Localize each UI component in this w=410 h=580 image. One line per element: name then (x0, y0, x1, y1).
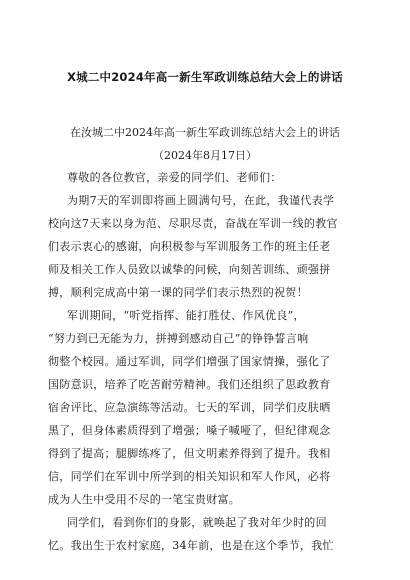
paragraph-line: 校向这7天来以身为范、尽职尽责，奋战在军训一线的教官 (48, 217, 338, 230)
paragraph-line: 黑了，但身体素质得到了增强；嗓子喊哑了，但纪律观念 (48, 424, 331, 437)
paragraph-line: 宿舍评比、应急演练等活动。七天的军训，同学们皮肤晒 (48, 401, 331, 414)
paragraph-line: 师及相关工作人员致以诚挚的问候，向刻苦训练、顽强拼 (48, 263, 331, 276)
paragraph-line: 成为人生中受用不尽的一笔宝贵财富。 (48, 493, 241, 506)
salutation: 尊敬的各位教官，亲爱的同学们、老师们： (67, 171, 282, 184)
paragraph-line: 为期7天的军训即将画上圆满句号，在此，我谨代表学 (67, 194, 335, 207)
paragraph-line: “努力到已无能为力，拼搏到感动自己”的铮铮誓言响 (48, 332, 309, 345)
paragraph-line: 彻整个校园。通过军训，同学们增强了国家情操，强化了 (48, 355, 331, 368)
document-title: X城二中2024年高一新生军政训练总结大会上的讲话 (67, 70, 343, 84)
paragraph-line: 国防意识，培养了吃苦耐劳精神。我们还组织了思政教育 (48, 378, 331, 391)
speech-subtitle: 在汝城二中2024年高一新生军政训练总结大会上的讲话 (70, 126, 340, 139)
speech-date: （2024年8月17日） (153, 149, 257, 162)
paragraph-line: 军训期间，“听党指挥、能打胜仗、作风优良”， (67, 309, 305, 322)
paragraph-line: 们表示衷心的感谢，向积极参与军训服务工作的班主任老 (48, 240, 331, 253)
paragraph-line: 搏，顺利完成高中第一课的同学们表示热烈的祝贺！ (48, 286, 308, 299)
paragraph-line: 信，同学们在军训中所学到的相关知识和军人作风，必将 (48, 470, 331, 483)
paragraph-line: 同学们，看到你们的身影，就唤起了我对年少时的回 (67, 516, 327, 529)
paragraph-line: 忆。我出生于农村家庭，34年前，也是在这个季节，我忙 (48, 539, 334, 552)
paragraph-line: 得到了提高；腿脚练疼了，但文明素养得到了提升。我相 (48, 447, 331, 460)
